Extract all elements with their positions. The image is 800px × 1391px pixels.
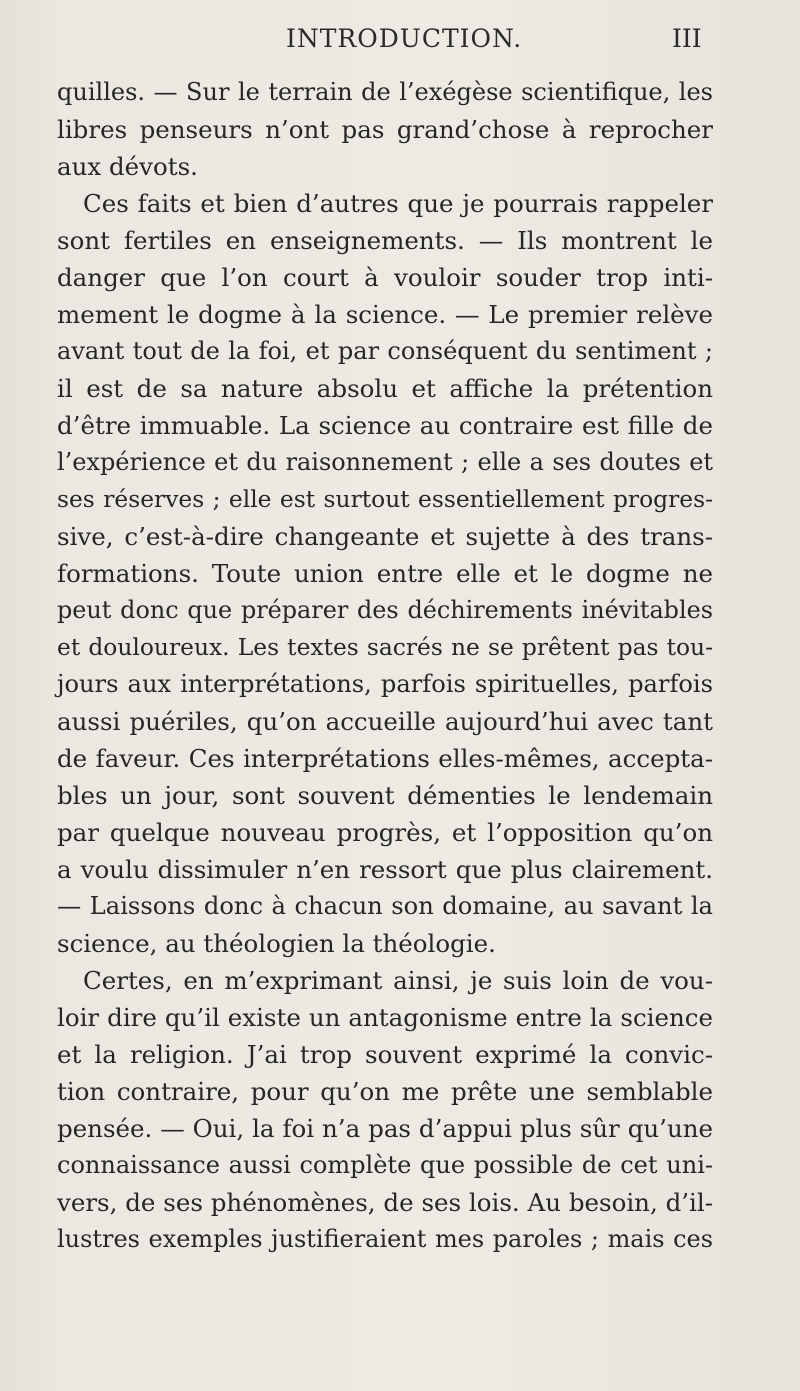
text-line: et la religion. J’ai trop souvent exprimé la convic-	[57, 1040, 713, 1069]
paragraph	[57, 962, 713, 1258]
text-line: Certes, en m’exprimant ainsi, je suis loin de vou-	[83, 966, 713, 995]
text-line: aussi puériles, qu’on accueille aujourd’hui avec tant	[57, 707, 713, 736]
text-line: connaissance aussi complète que possible de cet uni-	[57, 1151, 713, 1179]
text-line: sive, c’est-à-dire changeante et sujette à des trans-	[57, 522, 713, 551]
body-text	[57, 74, 713, 1258]
text-line: peut donc que préparer des déchirements inévitables	[57, 596, 713, 624]
text-line: — Laissons donc à chacun son domaine, au savant la	[57, 892, 713, 920]
text-line: tion contraire, pour qu’on me prête une semblable	[57, 1077, 713, 1106]
text-line: l’expérience et du raisonnement ; elle a ses doutes et	[57, 448, 713, 476]
text-line: d’être immuable. La science au contraire est fille de	[57, 411, 713, 440]
text-line: science, au théologien la théologie.	[57, 929, 496, 958]
text-line: formations. Toute union entre elle et le dogme ne	[57, 559, 713, 588]
page-number: III	[672, 24, 702, 53]
paragraph	[57, 74, 713, 185]
text-line: danger que l’on court à vouloir souder trop inti-	[57, 263, 713, 292]
page-header	[0, 18, 800, 58]
text-line: avant tout de la foi, et par conséquent du sentiment ;	[57, 337, 713, 365]
text-line: de faveur. Ces interprétations elles-mêmes, accepta-	[57, 744, 713, 773]
text-line: mement le dogme à la science. — Le premier relève	[57, 300, 713, 329]
text-line: libres penseurs n’ont pas grand’chose à reprocher	[57, 115, 713, 144]
text-line: loir dire qu’il existe un antagonisme entre la science	[57, 1003, 713, 1032]
text-line: jours aux interprétations, parfois spirituelles, parfois	[57, 670, 713, 698]
text-line: lustres exemples justifieraient mes paroles ; mais ces	[57, 1225, 713, 1253]
text-line: par quelque nouveau progrès, et l’opposition qu’on	[57, 818, 713, 847]
text-line: vers, de ses phénomènes, de ses lois. Au besoin, d’il-	[57, 1188, 713, 1217]
paragraph	[57, 185, 713, 962]
text-line: ses réserves ; elle est surtout essentiellement progres-	[57, 485, 713, 513]
text-line: il est de sa nature absolu et affiche la prétention	[57, 374, 713, 403]
text-line: sont fertiles en enseignements. — Ils montrent le	[57, 226, 713, 255]
text-line: et douloureux. Les textes sacrés ne se prêtent pas tou-	[57, 633, 713, 661]
text-line: a voulu dissimuler n’en ressort que plus clairement.	[57, 855, 713, 884]
running-title: INTRODUCTION.	[286, 24, 523, 53]
text-line: quilles. — Sur le terrain de l’exégèse scientifique, les	[57, 78, 713, 106]
text-line: bles un jour, sont souvent démenties le lendemain	[57, 781, 713, 810]
text-line: Ces faits et bien d’autres que je pourrais rappeler	[83, 189, 713, 218]
text-line: aux dévots.	[57, 152, 198, 181]
text-line: pensée. — Oui, la foi n’a pas d’appui plus sûr qu’une	[57, 1114, 713, 1143]
